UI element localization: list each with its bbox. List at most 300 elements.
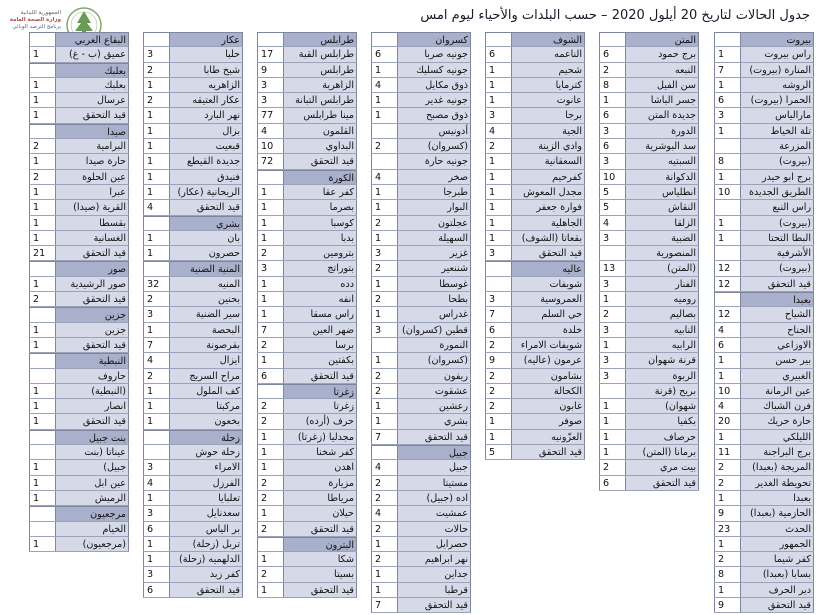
town-name: السهيلة [398, 231, 471, 245]
case-count: 3 [257, 261, 284, 275]
town-row [257, 506, 357, 521]
case-count: 3 [485, 246, 512, 260]
town-name: بزال [170, 124, 243, 138]
town-row [371, 231, 471, 246]
town-name: الكحالة [512, 384, 585, 398]
town-name: الدكوانة [626, 170, 699, 184]
town-row [371, 522, 471, 537]
town-name: عمشيت [398, 506, 471, 520]
town-row [599, 139, 699, 154]
town-name: البرامية [56, 139, 129, 153]
case-count: 2 [29, 292, 56, 306]
town-name: (بيروت) [741, 216, 814, 230]
town-name: طبرجا [398, 185, 471, 199]
town-row [485, 139, 585, 154]
town-name: الفنار [626, 277, 699, 291]
district-name: جبيل [398, 446, 471, 459]
case-count [29, 431, 56, 444]
town-name: غوسطا [398, 277, 471, 291]
town-row [257, 353, 357, 368]
town-row [714, 47, 814, 62]
town-name: النقاش [626, 200, 699, 214]
town-name: شيخ طابا [170, 63, 243, 77]
case-count: 4 [257, 124, 284, 138]
town-row [257, 430, 357, 445]
case-count: 1 [371, 399, 398, 413]
town-name: راس بيروت [741, 47, 814, 61]
case-count: 6 [599, 47, 626, 61]
town-name: بير حسن [741, 353, 814, 367]
town-row [714, 491, 814, 506]
town-row [29, 246, 129, 261]
town-name: الجناح [741, 323, 814, 337]
town-row [29, 369, 129, 384]
town-row [714, 506, 814, 521]
town-row [714, 93, 814, 108]
town-row [371, 323, 471, 338]
case-count: 1 [29, 78, 56, 92]
town-row [257, 139, 357, 154]
town-row [29, 399, 129, 414]
town-name: جونيه كسليك [398, 63, 471, 77]
town-row [485, 277, 585, 292]
town-row [485, 338, 585, 353]
town-row [714, 445, 814, 460]
town-row [599, 216, 699, 231]
town-row [714, 63, 814, 78]
town-row [143, 399, 243, 414]
case-count: 4 [143, 476, 170, 490]
town-name: برج البراجنة [741, 445, 814, 459]
town-name: بقرصونة [170, 338, 243, 352]
case-count: 9 [714, 598, 741, 612]
district-name: جزين [56, 308, 129, 321]
town-row [371, 246, 471, 261]
town-row [371, 108, 471, 123]
town-name: الغبيري [741, 369, 814, 383]
town-name: اده (جبيل) [398, 491, 471, 505]
town-name: طرابلس القبة [284, 47, 357, 61]
case-count: 1 [257, 506, 284, 520]
town-row [714, 200, 814, 215]
town-name: ضهر العين [284, 323, 357, 337]
district-name: طرابلس [284, 33, 357, 46]
town-row [257, 567, 357, 582]
case-count: 1 [485, 63, 512, 77]
case-count: 6 [599, 108, 626, 122]
town-row [714, 583, 814, 598]
case-count [257, 538, 284, 551]
case-count: 23 [714, 522, 741, 536]
case-count [29, 64, 56, 77]
case-count: 2 [257, 399, 284, 413]
town-row [599, 476, 699, 491]
case-count [599, 384, 626, 398]
case-count: 1 [257, 307, 284, 321]
town-row [599, 338, 699, 353]
town-name: المريجة (بعبدا) [741, 460, 814, 474]
town-name: برج حمود [626, 47, 699, 61]
town-name: حي السلم [512, 307, 585, 321]
case-count: 1 [714, 537, 741, 551]
case-count: 2 [143, 93, 170, 107]
case-count: 1 [257, 185, 284, 199]
case-count: 1 [599, 399, 626, 413]
case-count: 1 [143, 124, 170, 138]
case-count: 1 [485, 430, 512, 444]
town-row [371, 369, 471, 384]
town-name: القلمون [284, 124, 357, 138]
case-count: 2 [714, 460, 741, 474]
town-name: طرابلس التبانة [284, 93, 357, 107]
case-count: 1 [599, 414, 626, 428]
town-row [29, 476, 129, 491]
town-row [143, 567, 243, 582]
town-name: انطلياس [626, 185, 699, 199]
case-count [29, 33, 56, 46]
case-count [29, 522, 56, 536]
town-name: عين الرمانة [741, 384, 814, 398]
town-row [485, 430, 585, 445]
case-count: 2 [257, 522, 284, 536]
town-name: حيلان [284, 506, 357, 520]
case-count: 1 [143, 170, 170, 184]
district-header-row [714, 32, 814, 47]
case-count: 1 [257, 353, 284, 367]
town-row [599, 170, 699, 185]
case-count [714, 33, 741, 46]
district-name: صيدا [56, 125, 129, 138]
town-name: تحويطة الغدير [741, 476, 814, 490]
town-name: بترومين [284, 246, 357, 260]
town-name: الغسانية [56, 231, 129, 245]
town-row [143, 583, 243, 598]
town-name: جونيه غدير [398, 93, 471, 107]
case-count: 2 [714, 552, 741, 566]
district-table-5 [257, 32, 357, 598]
town-name: قيد التحقق [284, 154, 357, 168]
case-count: 1 [143, 537, 170, 551]
case-count [599, 246, 626, 260]
case-count: 5 [599, 200, 626, 214]
town-row [485, 399, 585, 414]
case-count: 1 [29, 414, 56, 428]
town-row [599, 47, 699, 62]
town-row [485, 307, 585, 322]
town-name: وادي الزينة [512, 139, 585, 153]
town-row [257, 552, 357, 567]
town-name: جونيه صربا [398, 47, 471, 61]
town-name: بقعاتا (الشوف) [512, 231, 585, 245]
town-name: راس مسقا [284, 307, 357, 321]
district-header-row [371, 32, 471, 47]
case-count: 1 [485, 414, 512, 428]
town-row [485, 47, 585, 62]
case-count: 1 [29, 108, 56, 122]
town-name: عرسال [56, 93, 129, 107]
town-row [371, 552, 471, 567]
town-name: نهر البارد [170, 108, 243, 122]
case-count: 1 [714, 47, 741, 61]
town-row [485, 78, 585, 93]
case-count: 1 [371, 93, 398, 107]
town-name: الدورة [626, 124, 699, 138]
case-count: 5 [599, 185, 626, 199]
case-count: 2 [29, 170, 56, 184]
town-row [257, 491, 357, 506]
town-row [29, 537, 129, 552]
town-name: حارة صيدا [56, 154, 129, 168]
town-name: حرصاف [626, 430, 699, 444]
town-row [143, 338, 243, 353]
case-count: 1 [485, 78, 512, 92]
case-count [599, 33, 626, 46]
district-header-row [29, 430, 129, 445]
town-name: (مرجعيون) [56, 537, 129, 551]
town-name: مجدل المعوش [512, 185, 585, 199]
town-name: غدراس [398, 307, 471, 321]
case-count: 13 [599, 261, 626, 275]
case-count: 1 [714, 216, 741, 230]
town-name: البحصة [170, 323, 243, 337]
district-name: عكار [170, 33, 243, 46]
town-row [143, 384, 243, 399]
town-row [143, 522, 243, 537]
town-name: مزيارة [284, 476, 357, 490]
page-title: جدول الحالات لتاريخ 20 أيلول 2020 – حسب البلدات والأحياء ليوم امس [420, 8, 810, 23]
district-name: زحلة [170, 431, 243, 444]
case-count: 12 [714, 307, 741, 321]
town-name: تلة الخياط [741, 124, 814, 138]
town-name: زغرتا [284, 399, 357, 413]
town-row [599, 399, 699, 414]
case-count [29, 354, 56, 367]
town-name: الزلقا [626, 216, 699, 230]
case-count: 1 [599, 430, 626, 444]
town-row [257, 63, 357, 78]
case-count: 2 [371, 139, 398, 153]
town-name: انصار [56, 399, 129, 413]
town-row [143, 353, 243, 368]
town-name: (كسروان) [398, 353, 471, 367]
case-count: 1 [143, 246, 170, 260]
town-row [485, 108, 585, 123]
town-row [485, 323, 585, 338]
town-name: بدبا [284, 231, 357, 245]
case-count [485, 277, 512, 291]
town-name: السبتيه [626, 154, 699, 168]
town-row [485, 154, 585, 169]
town-row [143, 552, 243, 567]
case-count: 4 [371, 506, 398, 520]
case-count: 1 [143, 399, 170, 413]
town-row [485, 170, 585, 185]
town-row [257, 47, 357, 62]
case-count: 1 [485, 170, 512, 184]
town-name: مستيتا [398, 476, 471, 490]
town-name: الامراء [170, 460, 243, 474]
case-count: 72 [257, 154, 284, 168]
case-count: 12 [714, 261, 741, 275]
case-count: 6 [143, 583, 170, 597]
town-name: برسا [284, 338, 357, 352]
town-row [143, 460, 243, 475]
town-row [714, 170, 814, 185]
town-name: كترمايا [512, 78, 585, 92]
case-count: 8 [714, 567, 741, 581]
town-row [599, 277, 699, 292]
town-name: قيد التحقق [56, 108, 129, 122]
town-row [714, 522, 814, 537]
town-row [257, 216, 357, 231]
town-row [599, 430, 699, 445]
case-count: 2 [371, 384, 398, 398]
case-count: 7 [714, 63, 741, 77]
case-count: 3 [257, 93, 284, 107]
case-count: 3 [599, 154, 626, 168]
town-row [257, 124, 357, 139]
town-name: كفر شيما [741, 552, 814, 566]
town-name: قبعيت [170, 139, 243, 153]
case-count: 1 [257, 277, 284, 291]
logo-line-1: الجمهورية اللبنانية [20, 10, 61, 16]
case-count: 1 [714, 491, 741, 505]
town-name: (كسروان) [398, 139, 471, 153]
case-count: 1 [29, 491, 56, 505]
case-count: 2 [257, 338, 284, 352]
town-row [599, 124, 699, 139]
case-count: 1 [29, 476, 56, 490]
case-count [29, 262, 56, 275]
town-name: شحيم [512, 63, 585, 77]
case-count [29, 507, 56, 520]
town-row [257, 277, 357, 292]
town-name: بر الياس [170, 522, 243, 536]
town-name: بسيتا [284, 567, 357, 581]
case-count [485, 262, 512, 275]
case-count: 2 [371, 552, 398, 566]
town-row [257, 93, 357, 108]
town-name: عانوت [512, 93, 585, 107]
case-count: 2 [371, 522, 398, 536]
case-count: 1 [29, 231, 56, 245]
town-name: البطا التحتا [741, 231, 814, 245]
case-count: 8 [599, 78, 626, 92]
town-row [371, 491, 471, 506]
town-name: (بيروت) [741, 154, 814, 168]
case-count: 2 [485, 369, 512, 383]
district-name: المتن [626, 33, 699, 46]
town-name: كفر شخنا [284, 445, 357, 459]
town-name: شويفات [512, 277, 585, 291]
case-count: 9 [485, 353, 512, 367]
case-count: 1 [714, 124, 741, 138]
town-row [143, 93, 243, 108]
town-name: بتوراتج [284, 261, 357, 275]
town-row [143, 445, 243, 460]
case-count [371, 154, 398, 168]
town-name: الجمهور [741, 537, 814, 551]
town-row [257, 246, 357, 261]
town-row [29, 170, 129, 185]
town-row [371, 78, 471, 93]
town-row [29, 200, 129, 215]
town-row [143, 63, 243, 78]
town-name: كفرحيم [512, 170, 585, 184]
case-count: 1 [29, 537, 56, 551]
town-row [599, 78, 699, 93]
case-count: 6 [714, 93, 741, 107]
town-row [257, 476, 357, 491]
case-count: 1 [257, 552, 284, 566]
case-count: 3 [143, 567, 170, 581]
case-count: 7 [485, 307, 512, 321]
case-count: 6 [485, 47, 512, 61]
case-count [143, 33, 170, 46]
town-name: أدونيس [398, 124, 471, 138]
case-count: 2 [485, 384, 512, 398]
town-name: حلبا [170, 47, 243, 61]
town-row [371, 139, 471, 154]
town-row [599, 93, 699, 108]
case-count: 2 [371, 216, 398, 230]
town-row [29, 47, 129, 62]
town-name: صخر [398, 170, 471, 184]
town-name: الشياح [741, 307, 814, 321]
case-count: 4 [599, 216, 626, 230]
town-row [29, 277, 129, 292]
town-name: حصرايل [398, 537, 471, 551]
district-header-row [143, 261, 243, 276]
district-header-row [143, 32, 243, 47]
town-row [485, 200, 585, 215]
case-count [257, 385, 284, 398]
case-count: 1 [257, 445, 284, 459]
town-name: الروشه [741, 78, 814, 92]
case-count: 1 [371, 567, 398, 581]
case-count: 8 [714, 154, 741, 168]
town-name: الفرزل [170, 476, 243, 490]
district-table-2 [599, 32, 699, 491]
case-count: 1 [485, 154, 512, 168]
case-count: 1 [29, 216, 56, 230]
town-name: غزير [398, 246, 471, 260]
case-count: 10 [714, 185, 741, 199]
town-row [29, 384, 129, 399]
district-header-row [29, 261, 129, 276]
town-row [143, 47, 243, 62]
town-row [485, 384, 585, 399]
town-row [599, 200, 699, 215]
town-name: ريفون [398, 369, 471, 383]
town-name: برمانا (المتن) [626, 445, 699, 459]
district-header-row [485, 32, 585, 47]
case-count: 21 [29, 246, 56, 260]
town-name: بعبدا [741, 491, 814, 505]
town-name: الاوزاعي [741, 338, 814, 352]
town-name: قيد التحقق [398, 430, 471, 444]
case-count: 1 [29, 154, 56, 168]
town-row [143, 476, 243, 491]
town-row [599, 108, 699, 123]
town-name: النمورة [398, 338, 471, 352]
town-name: الليلكي [741, 430, 814, 444]
town-row [143, 292, 243, 307]
case-count: 1 [371, 353, 398, 367]
town-row [599, 154, 699, 169]
town-name: طرابلس [284, 63, 357, 77]
town-row [714, 277, 814, 292]
